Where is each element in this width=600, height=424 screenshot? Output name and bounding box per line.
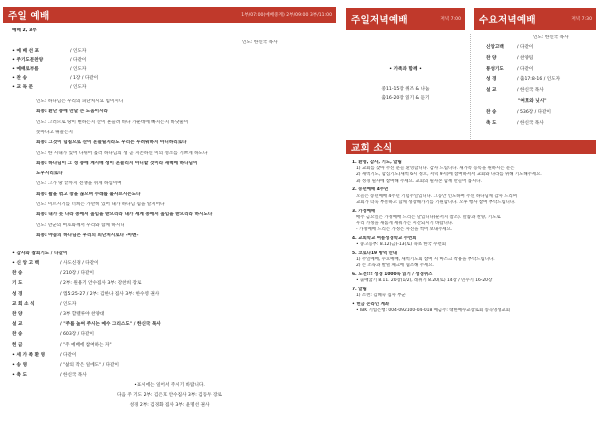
sunday-evening-line1: 중11-15장 퀴즈 & 나눔 bbox=[381, 87, 430, 92]
news-line: 매주 금요일은 가정예배 드리는 날입니다(순서지 참조). 말씀과 찬양, 기도로 bbox=[356, 214, 501, 220]
sunday-evening-subtitle: • 가족과 함께 • bbox=[389, 67, 422, 72]
order-value: / 다같이 bbox=[70, 58, 87, 63]
order-label: • 세 가 족 환 영 bbox=[12, 352, 46, 358]
order-value: / 1장 / 다같이 bbox=[70, 76, 99, 81]
reading-line: 회중: 야곱의 하나님은 우리의 피난처시로다 -아멘- bbox=[36, 232, 139, 238]
wednesday-evening-time: 저녁 7:30 bbox=[571, 17, 592, 22]
order-value: / 2부: 원용기 안수집사 3부: 강찬희 장로 bbox=[60, 281, 142, 287]
wednesday-label: 축 도 bbox=[486, 120, 497, 126]
next-week-prayer: 다음 주 기도 2부: 김은호 안수집사 3부: 김동두 장로 bbox=[117, 393, 222, 398]
order-label: 교 회 소 식 bbox=[12, 301, 35, 307]
order-value: / "삶의 작은 일에도" / 다같이 bbox=[60, 363, 119, 368]
news-line: • 출애굽기 8.11. 20장(1/2), 레위기 8.20(토) 14장 / 민수기 16-20장 bbox=[356, 278, 493, 284]
reading-line: 인도: 그러므로 땅이 변하든지 산이 흔들려 바다 가운데에 빠지든지 바닷물이 bbox=[36, 119, 189, 125]
wednesday-value: / 다같이 bbox=[517, 45, 534, 50]
order-label: 기 도 bbox=[12, 281, 23, 287]
wednesday-value: / 한신국 목사 bbox=[517, 88, 544, 94]
main-service-title: 주일 예배 bbox=[8, 11, 50, 22]
reading-line: 회중: 그것이 넘침으로 산이 흔들릴지라도 우리는 두려워하지 아니하리로다 bbox=[36, 140, 187, 146]
reading-line: 회중: 활을 꺾고 창을 끊으며 수레를 불사르시는도다 bbox=[36, 191, 141, 197]
news-header bbox=[346, 140, 596, 154]
order-value: / 3부 할렐루야 찬양대 bbox=[60, 312, 105, 317]
order-value: / 다같이 bbox=[60, 352, 77, 358]
news-heading: 3. 가정예배 bbox=[352, 208, 376, 214]
wednesday-label: 설 교 bbox=[486, 88, 497, 94]
news-heading: • 헌금 온라인 계좌 bbox=[352, 302, 390, 308]
order-value: / 사도신경 / 다같이 bbox=[60, 261, 99, 266]
news-line: 교회가 더욱 부흥하고 함께 성장해가기를 기원합니다. 오후 행사 참여 부탁드립니다. bbox=[356, 199, 516, 205]
wednesday-evening-title: 수요저녁예배 bbox=[479, 15, 536, 26]
sunday-evening-header bbox=[346, 8, 465, 30]
main-service-times: 1부/07:00(예배중계) 2부/09:00 3부/11:00 bbox=[241, 13, 332, 18]
reading-line: 인도: 한 시내가 있어 나뉘어 흘러 하나님의 성 곧 지존하신 이의 성소를 기쁘게 하도다 bbox=[36, 150, 208, 156]
news-line: • 중고등부: 8.12(금)-13(토) 속초 한국 수련회 bbox=[356, 242, 446, 248]
sunday-evening-line2: 출16-20장 읽기 & 듣기 bbox=[381, 96, 430, 101]
order-value: / 603장 / 다같이 bbox=[60, 332, 94, 338]
wednesday-value: / 찬양팀 bbox=[517, 55, 534, 61]
main-leader: 인도: 한신국 목사 bbox=[242, 40, 278, 45]
reading-line: 회중: 하나님이 그 성 중에 계시매 성이 흔들리지 아니할 것이라 새벽에 하나님이 bbox=[36, 160, 198, 166]
reading-line: 도우시리로다 bbox=[36, 171, 63, 177]
order-label: • 신 앙 고 백 bbox=[12, 261, 40, 266]
news-line: 2) 새벽기도, 합심기도(새벽 6시 정오, 저녁 9시)에 참여하셔서 교회와 나라를 위해 기도해주세요. bbox=[356, 172, 542, 178]
sunday-evening-title: 주일저녁예배 bbox=[351, 15, 408, 26]
wednesday-value: / 한신국 목사 bbox=[517, 120, 544, 126]
news-heading: 5. 코로나19 방역 안내 bbox=[352, 251, 398, 256]
wednesday-evening-header bbox=[474, 8, 596, 30]
order-label: • 예 배 선 포 bbox=[12, 49, 40, 54]
news-heading: 1. 환영, 감사, 기도, 알림 bbox=[352, 160, 402, 165]
order-value: / "주 예배에 참여하는 자" bbox=[60, 342, 112, 348]
next-week-scripture: 성경 2부: 김경화 집사 3부: 윤명선 권사 bbox=[129, 403, 210, 408]
order-value: / 인도자 bbox=[70, 85, 87, 90]
news-heading: 4. 교회학교 여름성경학교 수련회 bbox=[352, 236, 417, 241]
order-label: • 예배로부름 bbox=[12, 67, 39, 72]
news-line: • IBK 기업은행: 004-092100-04-018 예금주: 대한예수교장로회 송곡영성교회 bbox=[356, 308, 511, 314]
reading-line: 인도: 그가 땅 끝까지 전쟁을 쉬게 하심이여 bbox=[36, 181, 122, 187]
order-value: / 인도자 bbox=[70, 49, 87, 54]
order-label: 찬 송 bbox=[12, 271, 23, 277]
order-label: • 송 영 bbox=[12, 363, 28, 368]
order-value: / "주를 높여 주시는 예수 그리스도" / 한신국 목사 bbox=[60, 322, 161, 328]
wednesday-value: / 출17:8-16 / 인도자 bbox=[517, 77, 561, 83]
reading-line: 인도: 이르시기를 너희는 가만히 있어 내가 하나님 됨을 알지어다 bbox=[36, 202, 165, 207]
sunday-evening-time: 저녁 7:00 bbox=[440, 17, 461, 22]
order-value: / 한신국 목사 bbox=[60, 373, 87, 379]
wednesday-label: 성 경 bbox=[486, 77, 497, 83]
wednesday-label: 통성기도 bbox=[486, 66, 504, 72]
order-label: 설 교 bbox=[12, 322, 23, 328]
reading-line: 인도: 만군의 여호와께서 우리와 함께 하시니 bbox=[36, 222, 125, 228]
order-label: • 교 독 문 bbox=[12, 85, 34, 90]
reading-line: 솟아나고 뛰놀든지 bbox=[36, 129, 73, 135]
reading-line: 회중: 내가 뭇 나라 중에서 높임을 받으리라 내가 세계 중에서 높임을 받으리라 하시도다 bbox=[36, 212, 213, 218]
order-value: / 엡5:25-27 / 2부: 김한나 집사 3부: 한수영 권사 bbox=[60, 291, 160, 297]
news-heading: 7. 알림 bbox=[352, 287, 367, 293]
news-heading: 6. 도전!!! 성경 1000독 읽기 / 성경퀴즈 bbox=[352, 272, 433, 278]
news-heading: 2. 송년예배 4주년 bbox=[352, 187, 389, 193]
news-line: 오늘은 송년예배 4주년 기념주일입니다. 그동안 인도하여 주신 하나님께 감사 드리며 bbox=[356, 193, 517, 199]
news-line: 우리 가정을 새롭게 세워가는 시간되시기 바랍니다. bbox=[356, 221, 454, 226]
wednesday-value: / 다같이 bbox=[517, 66, 534, 72]
news-title: 교회 소식 bbox=[351, 143, 393, 154]
order-value: / 인도자 bbox=[60, 301, 77, 307]
news-line: 1) 교회를 찾아 주신 분들 환영합니다. 감사 드립니다. 새가족 등록을 원하시는 분은 bbox=[356, 166, 515, 172]
section2-title: • 감사와 참회기도 / 다같이 bbox=[12, 251, 68, 256]
main-service-header bbox=[3, 7, 336, 23]
news-line: 3) 성경 필사에 참여해 주세요. 교회의 필사본 함께 만들어 봅시다. bbox=[356, 178, 482, 184]
order-label: 찬 양 bbox=[12, 312, 23, 317]
order-label: 헌 금 bbox=[12, 342, 23, 348]
news-line: 2) 손 소독과 발열 체크에 협조해 주세요. bbox=[356, 263, 434, 269]
order-label: 찬 송 bbox=[12, 332, 23, 338]
wednesday-leader: 인도: 한신국 목사 bbox=[533, 35, 569, 40]
news-line: 1) 주일예배, 수요예배, 새벽기도회 참여 시 마스크 착용을 부탁드립니다. bbox=[356, 257, 495, 263]
wednesday-label: 찬 송 bbox=[486, 109, 497, 115]
order-value: / 인도자 bbox=[70, 67, 87, 72]
wednesday-value: "여호와 닛시" bbox=[518, 99, 547, 104]
reading-line: 인도: 하나님은 우리의 피난처시요 힘이시니 bbox=[36, 99, 124, 104]
order-value: / 210장 / 다같이 bbox=[60, 271, 94, 277]
reading-line: 회중: 환난 중에 만날 큰 도움이시라 bbox=[36, 109, 108, 115]
order-label: • 주기도문찬양 bbox=[12, 58, 44, 63]
news-line: 1) 소천: 김혜숙 집사 부군 bbox=[356, 293, 406, 299]
main-subtitle: 예배 2, 3부 bbox=[12, 28, 37, 33]
wednesday-label: 신앙고백 bbox=[486, 45, 504, 50]
order-label: • 축 도 bbox=[12, 373, 28, 379]
footer-note: •표시에는 일어서 주시기 바랍니다. bbox=[134, 383, 205, 388]
wednesday-label: 찬 양 bbox=[486, 55, 497, 61]
wednesday-value: / 536장 / 다같이 bbox=[517, 109, 551, 115]
order-label: • 찬 송 bbox=[12, 76, 28, 81]
news-line: - 가정예배 드리는 가정은 사진을 찍어 보내주세요. bbox=[356, 227, 453, 233]
order-label: 성 경 bbox=[12, 291, 23, 297]
column-divider bbox=[470, 34, 471, 139]
